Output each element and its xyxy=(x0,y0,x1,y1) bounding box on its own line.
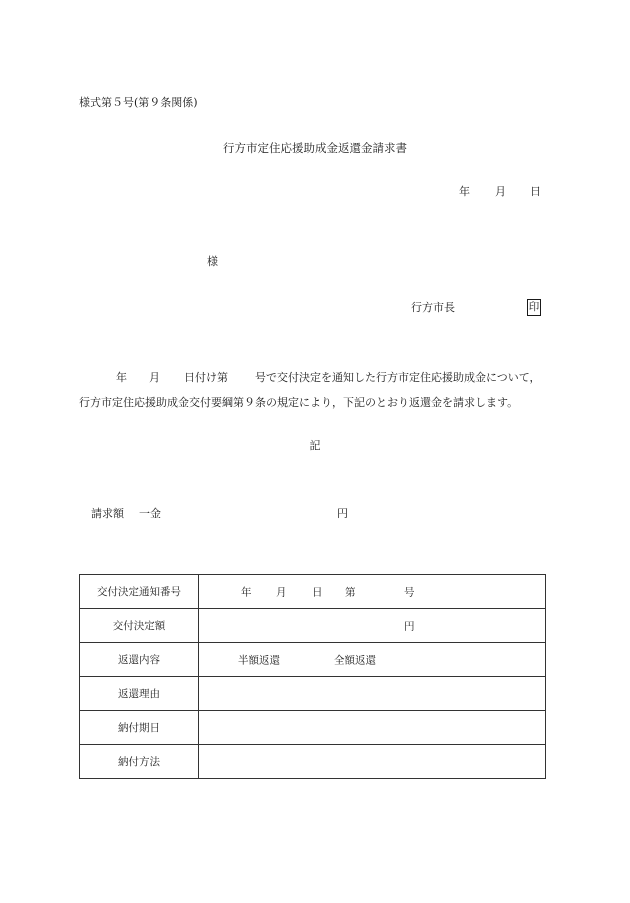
notice-number-field[interactable] xyxy=(199,575,546,609)
request-amount-label: 請求額 xyxy=(91,507,124,520)
notice-month-label: 月 xyxy=(276,586,287,598)
table-label: 返還理由 xyxy=(80,677,199,711)
payment-method-field[interactable] xyxy=(199,745,546,779)
body-month-label: 月 xyxy=(149,371,160,384)
table-label: 交付決定額 xyxy=(80,609,199,643)
date-year-label: 年 xyxy=(459,185,470,198)
ki-heading: 記 xyxy=(309,439,321,452)
table-label: 納付期日 xyxy=(80,711,199,745)
table-row-payment-deadline xyxy=(80,711,546,745)
decision-amount-field[interactable] xyxy=(199,609,546,643)
addressee-honorific: 様 xyxy=(207,255,218,268)
decision-amount-unit: 円 xyxy=(404,620,415,632)
notice-dai-label: 第 xyxy=(345,586,356,598)
return-content-field xyxy=(199,643,546,677)
date-day-label: 日 xyxy=(530,185,541,198)
table-row-return-reason xyxy=(80,677,546,711)
full-return-option[interactable]: 全額返還 xyxy=(334,654,376,666)
table-row-decision-amount xyxy=(80,609,546,643)
notice-go-label: 号 xyxy=(404,586,415,598)
detail-table xyxy=(79,574,546,779)
table-row-payment-method xyxy=(80,745,546,779)
notice-day-label: 日 xyxy=(312,586,323,598)
request-amount-prefix: 一金 xyxy=(139,507,161,520)
document-title: 行方市定住応援助成金返還金請求書 xyxy=(223,141,407,155)
body-year-label: 年 xyxy=(116,371,127,384)
table-row-notice-number xyxy=(80,575,546,609)
table-label: 交付決定通知番号 xyxy=(80,575,199,609)
half-return-option[interactable]: 半額返還 xyxy=(238,654,280,666)
body-paragraph-line2: 行方市定住応援助成金交付要綱第９条の規定により，下記のとおり返還金を請求します。 xyxy=(79,396,519,409)
table-row-return-content xyxy=(80,643,546,677)
form-number: 様式第５号(第９条関係) xyxy=(79,96,198,109)
body-line1-text: 号で交付決定を通知した行方市定住応援助成金について， xyxy=(255,371,541,384)
payment-deadline-field[interactable] xyxy=(199,711,546,745)
body-day-label: 日付け第 xyxy=(184,371,228,384)
issuer-title: 行方市長 xyxy=(411,301,455,314)
return-reason-field[interactable] xyxy=(199,677,546,711)
table-label: 納付方法 xyxy=(80,745,199,779)
seal-mark: 印 xyxy=(527,299,541,316)
date-month-label: 月 xyxy=(495,185,506,198)
request-amount-unit: 円 xyxy=(337,507,348,520)
table-label: 返還内容 xyxy=(80,643,199,677)
notice-year-label: 年 xyxy=(241,586,252,598)
